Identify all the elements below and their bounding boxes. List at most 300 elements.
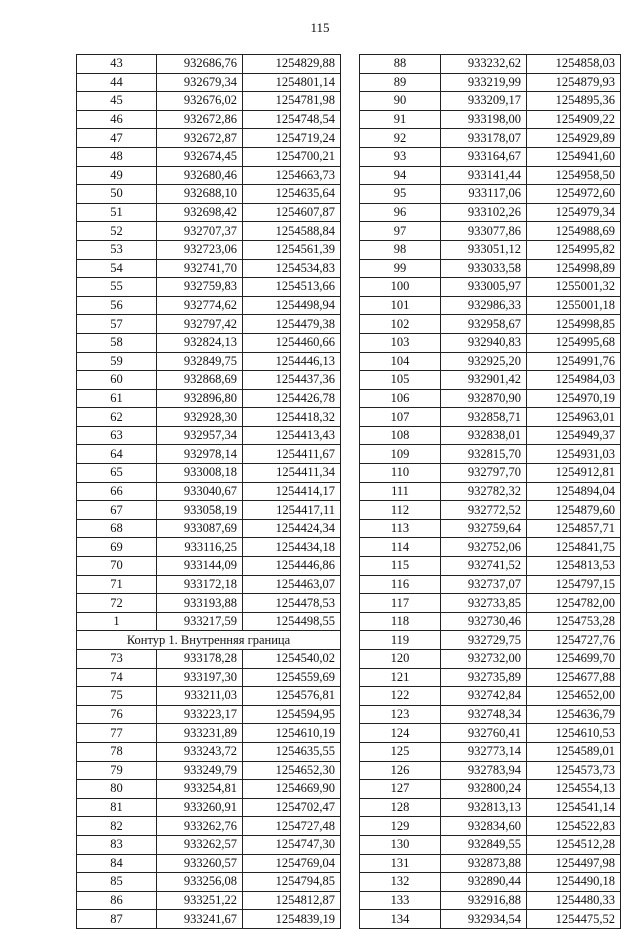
table-row	[360, 110, 621, 129]
point-number-cell: 87	[77, 910, 157, 929]
table-row	[360, 501, 621, 520]
y-coordinate-cell: 1254794,85	[243, 873, 341, 892]
point-number-cell: 43	[77, 55, 157, 74]
point-number-cell: 102	[360, 315, 441, 334]
y-coordinate-cell: 1254497,98	[527, 854, 621, 873]
point-number-cell: 104	[360, 352, 441, 371]
x-coordinate-cell: 933262,57	[157, 835, 243, 854]
point-number-cell: 57	[77, 315, 157, 334]
point-number-cell: 97	[360, 222, 441, 241]
table-row	[360, 705, 621, 724]
section-header-row	[77, 631, 341, 650]
y-coordinate-cell: 1254417,11	[243, 501, 341, 520]
x-coordinate-cell: 933241,67	[157, 910, 243, 929]
y-coordinate-cell: 1254513,66	[243, 278, 341, 297]
x-coordinate-cell: 932925,20	[441, 352, 527, 371]
x-coordinate-cell: 933223,17	[157, 705, 243, 724]
x-coordinate-cell: 933198,00	[441, 110, 527, 129]
x-coordinate-cell: 932870,90	[441, 389, 527, 408]
y-coordinate-cell: 1254424,34	[243, 519, 341, 538]
table-row	[77, 891, 341, 910]
x-coordinate-cell: 933251,22	[157, 891, 243, 910]
point-number-cell: 73	[77, 650, 157, 669]
y-coordinate-cell: 1254677,88	[527, 668, 621, 687]
point-number-cell: 59	[77, 352, 157, 371]
table-row	[360, 742, 621, 761]
x-coordinate-cell: 932688,10	[157, 185, 243, 204]
point-number-cell: 101	[360, 296, 441, 315]
y-coordinate-cell: 1254929,89	[527, 129, 621, 148]
table-row	[77, 519, 341, 538]
y-coordinate-cell: 1254512,28	[527, 835, 621, 854]
table-row	[77, 278, 341, 297]
point-number-cell: 67	[77, 501, 157, 520]
point-number-cell: 125	[360, 742, 441, 761]
point-number-cell: 120	[360, 650, 441, 669]
table-row	[77, 575, 341, 594]
point-number-cell: 79	[77, 761, 157, 780]
point-number-cell: 100	[360, 278, 441, 297]
x-coordinate-cell: 932680,46	[157, 166, 243, 185]
y-coordinate-cell: 1254979,34	[527, 203, 621, 222]
point-number-cell: 113	[360, 519, 441, 538]
table-row	[360, 724, 621, 743]
x-coordinate-cell: 932741,70	[157, 259, 243, 278]
point-number-cell: 107	[360, 408, 441, 427]
y-coordinate-cell: 1254498,94	[243, 296, 341, 315]
y-coordinate-cell: 1254652,30	[243, 761, 341, 780]
x-coordinate-cell: 932849,75	[157, 352, 243, 371]
table-row	[360, 519, 621, 538]
x-coordinate-cell: 932978,14	[157, 445, 243, 464]
point-number-cell: 128	[360, 798, 441, 817]
x-coordinate-cell: 932986,33	[441, 296, 527, 315]
table-row	[360, 594, 621, 613]
x-coordinate-cell: 933116,25	[157, 538, 243, 557]
point-number-cell: 130	[360, 835, 441, 854]
x-coordinate-cell: 933077,86	[441, 222, 527, 241]
table-row	[77, 426, 341, 445]
table-row	[77, 557, 341, 576]
y-coordinate-cell: 1254534,83	[243, 259, 341, 278]
y-coordinate-cell: 1254941,60	[527, 147, 621, 166]
x-coordinate-cell: 933178,28	[157, 650, 243, 669]
x-coordinate-cell: 932928,30	[157, 408, 243, 427]
x-coordinate-cell: 932782,32	[441, 482, 527, 501]
y-coordinate-cell: 1254522,83	[527, 817, 621, 836]
x-coordinate-cell: 932815,70	[441, 445, 527, 464]
table-row	[360, 668, 621, 687]
table-row	[360, 873, 621, 892]
y-coordinate-cell: 1255001,18	[527, 296, 621, 315]
table-row	[360, 557, 621, 576]
point-number-cell: 110	[360, 464, 441, 483]
x-coordinate-cell: 932730,46	[441, 612, 527, 631]
point-number-cell: 45	[77, 92, 157, 111]
table-row	[77, 501, 341, 520]
point-number-cell: 63	[77, 426, 157, 445]
y-coordinate-cell: 1254984,03	[527, 371, 621, 390]
y-coordinate-cell: 1254894,04	[527, 482, 621, 501]
table-row	[360, 835, 621, 854]
point-number-cell: 54	[77, 259, 157, 278]
x-coordinate-cell: 932868,69	[157, 371, 243, 390]
x-coordinate-cell: 932849,55	[441, 835, 527, 854]
point-number-cell: 60	[77, 371, 157, 390]
table-row	[360, 910, 621, 929]
x-coordinate-cell: 932686,76	[157, 55, 243, 74]
y-coordinate-cell: 1254970,19	[527, 389, 621, 408]
x-coordinate-cell: 933164,67	[441, 147, 527, 166]
x-coordinate-cell: 932733,85	[441, 594, 527, 613]
table-row	[360, 222, 621, 241]
table-row	[360, 296, 621, 315]
point-number-cell: 114	[360, 538, 441, 557]
x-coordinate-cell: 932672,87	[157, 129, 243, 148]
point-number-cell: 123	[360, 705, 441, 724]
x-coordinate-cell: 932752,06	[441, 538, 527, 557]
x-coordinate-cell: 932737,07	[441, 575, 527, 594]
point-number-cell: 95	[360, 185, 441, 204]
x-coordinate-cell: 932934,54	[441, 910, 527, 929]
x-coordinate-cell: 933219,99	[441, 73, 527, 92]
table-row	[77, 761, 341, 780]
table-row	[77, 55, 341, 74]
x-coordinate-cell: 933033,58	[441, 259, 527, 278]
x-coordinate-cell: 933249,79	[157, 761, 243, 780]
y-coordinate-cell: 1254652,00	[527, 687, 621, 706]
point-number-cell: 1	[77, 612, 157, 631]
x-coordinate-cell: 932742,84	[441, 687, 527, 706]
y-coordinate-cell: 1254610,19	[243, 724, 341, 743]
x-coordinate-cell: 932741,52	[441, 557, 527, 576]
x-coordinate-cell: 933193,88	[157, 594, 243, 613]
x-coordinate-cell: 933058,19	[157, 501, 243, 520]
x-coordinate-cell: 933260,91	[157, 798, 243, 817]
y-coordinate-cell: 1254879,60	[527, 501, 621, 520]
table-row	[360, 798, 621, 817]
point-number-cell: 44	[77, 73, 157, 92]
y-coordinate-cell: 1254781,98	[243, 92, 341, 111]
point-number-cell: 74	[77, 668, 157, 687]
y-coordinate-cell: 1254719,24	[243, 129, 341, 148]
table-row	[77, 259, 341, 278]
table-row	[77, 222, 341, 241]
table-row	[77, 240, 341, 259]
y-coordinate-cell: 1254995,68	[527, 333, 621, 352]
x-coordinate-cell: 933141,44	[441, 166, 527, 185]
y-coordinate-cell: 1254909,22	[527, 110, 621, 129]
y-coordinate-cell: 1254931,03	[527, 445, 621, 464]
table-row	[360, 464, 621, 483]
x-coordinate-cell: 932901,42	[441, 371, 527, 390]
y-coordinate-cell: 1254573,73	[527, 761, 621, 780]
table-row	[77, 835, 341, 854]
y-coordinate-cell: 1254958,50	[527, 166, 621, 185]
y-coordinate-cell: 1254995,82	[527, 240, 621, 259]
x-coordinate-cell: 932940,83	[441, 333, 527, 352]
point-number-cell: 86	[77, 891, 157, 910]
table-row	[360, 389, 621, 408]
y-coordinate-cell: 1254554,13	[527, 780, 621, 799]
point-number-cell: 88	[360, 55, 441, 74]
y-coordinate-cell: 1254411,34	[243, 464, 341, 483]
y-coordinate-cell: 1254610,53	[527, 724, 621, 743]
point-number-cell: 78	[77, 742, 157, 761]
x-coordinate-cell: 933209,17	[441, 92, 527, 111]
y-coordinate-cell: 1254829,88	[243, 55, 341, 74]
y-coordinate-cell: 1254446,13	[243, 352, 341, 371]
y-coordinate-cell: 1254588,84	[243, 222, 341, 241]
point-number-cell: 111	[360, 482, 441, 501]
table-row	[77, 817, 341, 836]
y-coordinate-cell: 1254727,48	[243, 817, 341, 836]
table-row	[77, 296, 341, 315]
y-coordinate-cell: 1254480,33	[527, 891, 621, 910]
y-coordinate-cell: 1254669,90	[243, 780, 341, 799]
table-row	[360, 259, 621, 278]
point-number-cell: 129	[360, 817, 441, 836]
y-coordinate-cell: 1254589,01	[527, 742, 621, 761]
point-number-cell: 105	[360, 371, 441, 390]
x-coordinate-cell: 932707,37	[157, 222, 243, 241]
table-row	[360, 538, 621, 557]
x-coordinate-cell: 932735,89	[441, 668, 527, 687]
table-row	[360, 482, 621, 501]
point-number-cell: 69	[77, 538, 157, 557]
y-coordinate-cell: 1254747,30	[243, 835, 341, 854]
y-coordinate-cell: 1254663,73	[243, 166, 341, 185]
table-row	[360, 166, 621, 185]
table-row	[77, 389, 341, 408]
y-coordinate-cell: 1254858,03	[527, 55, 621, 74]
point-number-cell: 109	[360, 445, 441, 464]
table-row	[77, 352, 341, 371]
x-coordinate-cell: 933217,59	[157, 612, 243, 631]
x-coordinate-cell: 933008,18	[157, 464, 243, 483]
x-coordinate-cell: 933231,89	[157, 724, 243, 743]
table-row	[77, 73, 341, 92]
x-coordinate-cell: 933005,97	[441, 278, 527, 297]
table-row	[360, 631, 621, 650]
table-row	[77, 594, 341, 613]
y-coordinate-cell: 1254727,76	[527, 631, 621, 650]
point-number-cell: 52	[77, 222, 157, 241]
table-row	[360, 147, 621, 166]
x-coordinate-cell: 932797,42	[157, 315, 243, 334]
x-coordinate-cell: 932760,41	[441, 724, 527, 743]
point-number-cell: 62	[77, 408, 157, 427]
table-row	[360, 650, 621, 669]
x-coordinate-cell: 933254,81	[157, 780, 243, 799]
point-number-cell: 108	[360, 426, 441, 445]
table-row	[360, 278, 621, 297]
point-number-cell: 134	[360, 910, 441, 929]
table-row	[77, 910, 341, 929]
x-coordinate-cell: 932958,67	[441, 315, 527, 334]
x-coordinate-cell: 932890,44	[441, 873, 527, 892]
y-coordinate-cell: 1254700,21	[243, 147, 341, 166]
table-row	[77, 166, 341, 185]
point-number-cell: 131	[360, 854, 441, 873]
point-number-cell: 47	[77, 129, 157, 148]
y-coordinate-cell: 1254490,18	[527, 873, 621, 892]
y-coordinate-cell: 1254949,37	[527, 426, 621, 445]
y-coordinate-cell: 1254972,60	[527, 185, 621, 204]
table-row	[360, 185, 621, 204]
y-coordinate-cell: 1254998,89	[527, 259, 621, 278]
point-number-cell: 127	[360, 780, 441, 799]
x-coordinate-cell: 932858,71	[441, 408, 527, 427]
x-coordinate-cell: 932834,60	[441, 817, 527, 836]
table-row	[360, 73, 621, 92]
point-number-cell: 76	[77, 705, 157, 724]
x-coordinate-cell: 932759,83	[157, 278, 243, 297]
point-number-cell: 49	[77, 166, 157, 185]
table-row	[360, 575, 621, 594]
point-number-cell: 82	[77, 817, 157, 836]
x-coordinate-cell: 932797,70	[441, 464, 527, 483]
point-number-cell: 65	[77, 464, 157, 483]
point-number-cell: 64	[77, 445, 157, 464]
table-row	[360, 240, 621, 259]
table-row	[77, 742, 341, 761]
y-coordinate-cell: 1254699,70	[527, 650, 621, 669]
table-row	[360, 129, 621, 148]
table-row	[77, 315, 341, 334]
y-coordinate-cell: 1254636,79	[527, 705, 621, 724]
point-number-cell: 93	[360, 147, 441, 166]
table-row	[77, 873, 341, 892]
point-number-cell: 85	[77, 873, 157, 892]
y-coordinate-cell: 1254413,43	[243, 426, 341, 445]
table-row	[360, 408, 621, 427]
point-number-cell: 75	[77, 687, 157, 706]
point-number-cell: 70	[77, 557, 157, 576]
x-coordinate-cell: 932957,34	[157, 426, 243, 445]
table-row	[77, 333, 341, 352]
y-coordinate-cell: 1254988,69	[527, 222, 621, 241]
y-coordinate-cell: 1255001,32	[527, 278, 621, 297]
table-row	[360, 612, 621, 631]
point-number-cell: 116	[360, 575, 441, 594]
point-number-cell: 98	[360, 240, 441, 259]
point-number-cell: 133	[360, 891, 441, 910]
table-row	[77, 705, 341, 724]
point-number-cell: 126	[360, 761, 441, 780]
table-row	[77, 482, 341, 501]
y-coordinate-cell: 1254434,18	[243, 538, 341, 557]
point-number-cell: 124	[360, 724, 441, 743]
table-row	[360, 854, 621, 873]
x-coordinate-cell: 933262,76	[157, 817, 243, 836]
x-coordinate-cell: 932723,06	[157, 240, 243, 259]
y-coordinate-cell: 1254498,55	[243, 612, 341, 631]
table-row	[360, 780, 621, 799]
point-number-cell: 119	[360, 631, 441, 650]
coordinates-table-right	[359, 54, 621, 929]
y-coordinate-cell: 1254991,76	[527, 352, 621, 371]
x-coordinate-cell: 932772,52	[441, 501, 527, 520]
table-row	[77, 798, 341, 817]
y-coordinate-cell: 1254594,95	[243, 705, 341, 724]
y-coordinate-cell: 1254446,86	[243, 557, 341, 576]
table-row	[77, 92, 341, 111]
y-coordinate-cell: 1254839,19	[243, 910, 341, 929]
x-coordinate-cell: 933256,08	[157, 873, 243, 892]
table-row	[77, 687, 341, 706]
x-coordinate-cell: 932896,80	[157, 389, 243, 408]
point-number-cell: 91	[360, 110, 441, 129]
table-row	[360, 426, 621, 445]
y-coordinate-cell: 1254437,36	[243, 371, 341, 390]
table-row	[77, 185, 341, 204]
table-row	[77, 408, 341, 427]
y-coordinate-cell: 1254478,53	[243, 594, 341, 613]
point-number-cell: 89	[360, 73, 441, 92]
y-coordinate-cell: 1254635,64	[243, 185, 341, 204]
point-number-cell: 122	[360, 687, 441, 706]
table-row	[77, 650, 341, 669]
table-row	[360, 92, 621, 111]
point-number-cell: 84	[77, 854, 157, 873]
y-coordinate-cell: 1254998,85	[527, 315, 621, 334]
y-coordinate-cell: 1254813,53	[527, 557, 621, 576]
point-number-cell: 81	[77, 798, 157, 817]
x-coordinate-cell: 933040,67	[157, 482, 243, 501]
x-coordinate-cell: 932838,01	[441, 426, 527, 445]
x-coordinate-cell: 933087,69	[157, 519, 243, 538]
point-number-cell: 83	[77, 835, 157, 854]
table-row	[360, 315, 621, 334]
point-number-cell: 94	[360, 166, 441, 185]
table-row	[77, 129, 341, 148]
x-coordinate-cell: 932916,88	[441, 891, 527, 910]
y-coordinate-cell: 1254540,02	[243, 650, 341, 669]
point-number-cell: 77	[77, 724, 157, 743]
y-coordinate-cell: 1254912,81	[527, 464, 621, 483]
point-number-cell: 53	[77, 240, 157, 259]
point-number-cell: 51	[77, 203, 157, 222]
x-coordinate-cell: 932873,88	[441, 854, 527, 873]
point-number-cell: 72	[77, 594, 157, 613]
table-row	[77, 371, 341, 390]
y-coordinate-cell: 1254460,66	[243, 333, 341, 352]
y-coordinate-cell: 1254753,28	[527, 612, 621, 631]
x-coordinate-cell: 933051,12	[441, 240, 527, 259]
point-number-cell: 92	[360, 129, 441, 148]
y-coordinate-cell: 1254411,67	[243, 445, 341, 464]
table-row	[77, 780, 341, 799]
x-coordinate-cell: 932773,14	[441, 742, 527, 761]
x-coordinate-cell: 932679,34	[157, 73, 243, 92]
y-coordinate-cell: 1254797,15	[527, 575, 621, 594]
table-row	[360, 352, 621, 371]
x-coordinate-cell: 932698,42	[157, 203, 243, 222]
y-coordinate-cell: 1254801,14	[243, 73, 341, 92]
y-coordinate-cell: 1254607,87	[243, 203, 341, 222]
y-coordinate-cell: 1254559,69	[243, 668, 341, 687]
x-coordinate-cell: 933144,09	[157, 557, 243, 576]
table-row	[77, 538, 341, 557]
table-row	[77, 110, 341, 129]
x-coordinate-cell: 932732,00	[441, 650, 527, 669]
table-row	[77, 203, 341, 222]
point-number-cell: 132	[360, 873, 441, 892]
x-coordinate-cell: 933232,62	[441, 55, 527, 74]
x-coordinate-cell: 933260,57	[157, 854, 243, 873]
x-coordinate-cell: 933243,72	[157, 742, 243, 761]
